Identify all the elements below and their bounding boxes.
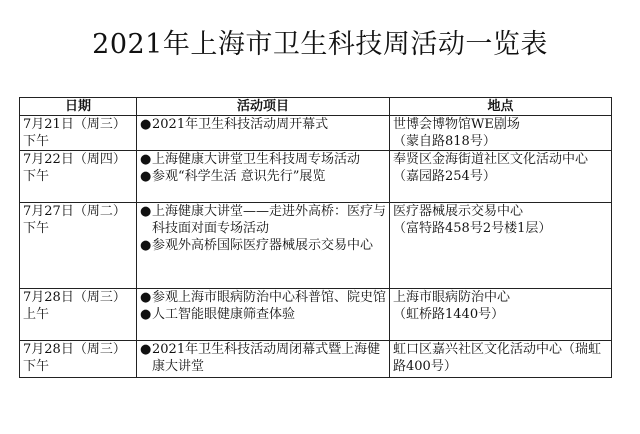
location-cell (390, 151, 612, 203)
date-cell (20, 116, 137, 151)
bullet-icon: ● (140, 152, 152, 167)
date-cell (20, 151, 137, 203)
activity-text: 上海健康大讲堂卫生科技周专场活动 (152, 152, 361, 167)
table-row (20, 341, 612, 378)
date-text: 7月28日（周三） (23, 290, 126, 305)
bullet-icon: ● (140, 169, 152, 184)
date-text: 7月22日（周四） (23, 152, 126, 167)
time-text: 下午 (23, 221, 50, 236)
bullet-icon: ● (140, 117, 152, 132)
date-cell (20, 203, 137, 289)
time-text: 下午 (23, 134, 50, 149)
page-title: 2021年上海市卫生科技周活动一览表 (92, 29, 548, 60)
activity-cell (137, 341, 390, 378)
schedule-table (19, 97, 612, 378)
location-text: 奉贤区金海街道社区文化活动中心 （嘉园路254号） (393, 152, 589, 184)
bullet-icon: ● (140, 307, 152, 322)
location-cell (390, 203, 612, 289)
date-cell (20, 289, 137, 341)
bullet-icon: ● (140, 204, 152, 219)
date-text: 7月21日（周三） (23, 117, 126, 132)
activity-cell (137, 203, 390, 289)
location-text: 虹口区嘉兴社区文化活动中心（瑞虹路400号） (393, 342, 602, 374)
activity-item (140, 306, 386, 323)
location-text: 医疗器械展示交易中心 （富特路458号2号楼1层） (393, 204, 552, 236)
activity-cell (137, 116, 390, 151)
activity-item (140, 151, 386, 168)
activity-text: 2021年卫生科技活动周闭幕式暨上海健康大讲堂 (152, 342, 381, 374)
activity-item (140, 116, 386, 133)
header-location: 地点 (390, 98, 612, 116)
table-row (20, 116, 612, 151)
activity-item (140, 203, 386, 237)
header-activity: 活动项目 (137, 98, 390, 116)
activity-text: 参观“科学生活 意识先行”展览 (152, 169, 326, 184)
activity-text: 2021年卫生科技活动周开幕式 (152, 117, 329, 132)
activity-cell (137, 289, 390, 341)
location-cell (390, 341, 612, 378)
activity-item (140, 168, 386, 185)
activity-text: 上海健康大讲堂——走进外高桥：医疗与科技面对面专场活动 (152, 204, 387, 236)
table-row (20, 289, 612, 341)
location-cell (390, 289, 612, 341)
activity-cell (137, 151, 390, 203)
date-text: 7月28日（周三） (23, 342, 126, 357)
activity-item (140, 237, 386, 254)
table-row (20, 151, 612, 203)
date-text: 7月27日（周二） (23, 204, 126, 219)
bullet-icon: ● (140, 290, 152, 305)
bullet-icon: ● (140, 342, 152, 357)
activity-text: 人工智能眼健康筛查体验 (152, 307, 296, 322)
time-text: 上午 (23, 307, 50, 322)
location-text: 世博会博物馆WE剧场 （蒙自路818号） (393, 117, 520, 149)
table-header-row (20, 98, 612, 116)
activity-text: 参观外高桥国际医疗器械展示交易中心 (152, 238, 374, 253)
activity-item (140, 341, 386, 375)
header-date: 日期 (20, 98, 137, 116)
activity-text: 参观上海市眼病防治中心科普馆、院史馆 (152, 290, 387, 305)
bullet-icon: ● (140, 238, 152, 253)
location-cell (390, 116, 612, 151)
location-text: 上海市眼病防治中心 （虹桥路1440号） (393, 290, 511, 322)
table-row (20, 203, 612, 289)
time-text: 下午 (23, 359, 50, 374)
date-cell (20, 341, 137, 378)
activity-item (140, 289, 386, 306)
time-text: 下午 (23, 169, 50, 184)
